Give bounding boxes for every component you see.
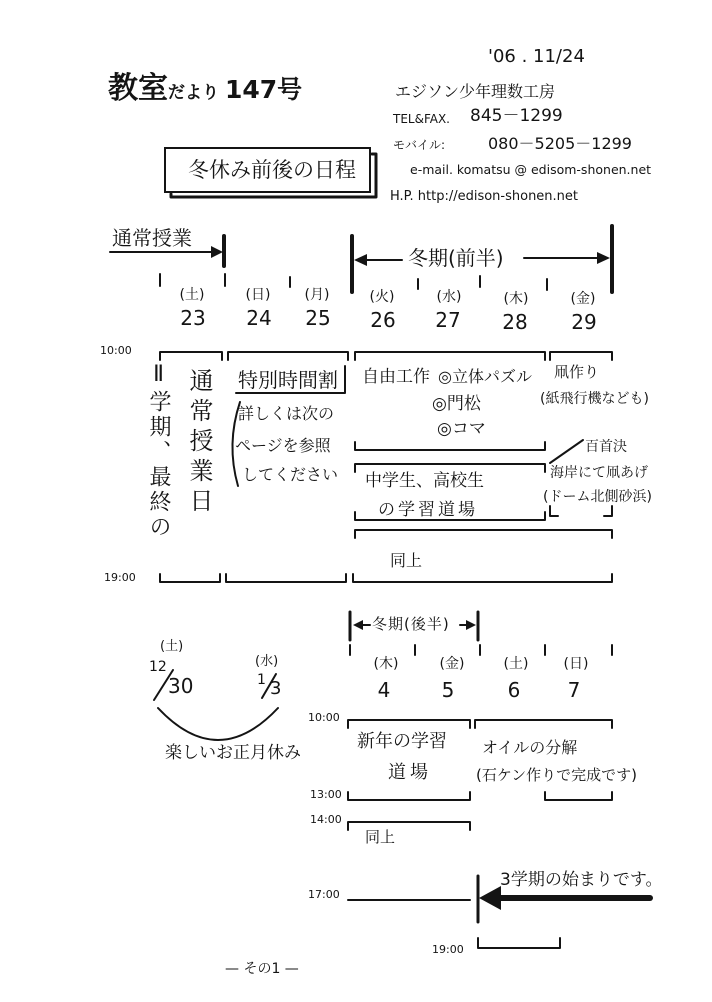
date-label: 7 [567,678,581,702]
issue-date: '06 . 11/24 [488,46,585,67]
last-regular-day-line2: 通常授業日 [185,368,213,518]
special-timetable-note-line: してください [242,465,339,484]
weekday-label: (水) [436,289,462,305]
date-label: 25 [305,306,331,330]
regular-class-label: 通常授業 [112,226,192,250]
winter-first-arrow-right-head [597,252,610,264]
time-label-start: 10:00 [308,711,340,724]
holiday-label: 楽しいお正月休み [165,743,301,763]
time-label-end: 19:00 [104,571,136,584]
kite-flying-line1: 海岸にて凧あげ [550,465,648,481]
days4-5-top-bracket [348,720,470,728]
weekday-label: (日) [245,287,271,303]
days4-5-morning-bottom-bracket [348,792,470,800]
weekday-label: (金) [439,656,465,672]
day26-29-bottom-bracket [353,574,612,582]
weekday-label: (木) [373,656,399,672]
day24-25-top-bracket [228,352,348,360]
free-craft-item: ◎コマ [437,419,486,439]
day26-28-top-bracket [355,352,545,360]
winter-second-label: 冬期(後半) [372,615,450,633]
page-number: — その1 — [225,961,299,977]
winter-first-label: 冬期(前半) [408,246,504,270]
homepage-url: H.P. http://edison-shonen.net [390,189,579,204]
holiday-end-day: 3 [270,678,282,699]
day6-evening-bracket [478,938,560,948]
weekday-label: (日) [563,656,589,672]
winter-second-arrow-right-head [466,620,476,630]
kite-flying-bracket-right [604,506,612,516]
date-label: 5 [441,678,455,702]
organization-name: エジソン少年理数工房 [395,82,556,101]
last-regular-day-line1: Ⅱ学期、最終の [146,362,171,540]
newsletter-title [108,71,303,106]
time-label-afternoon-end: 17:00 [308,888,340,901]
day24-25-bottom-bracket [226,574,346,582]
weekday-label: (土) [503,656,529,672]
evening-same-as-above: 同上 [390,551,423,570]
day29-top-bracket [550,352,612,360]
new-year-dojo-line2: 道場 [388,762,432,783]
holiday-end-weekday: (水) [255,654,279,669]
day23-top-bracket [160,352,222,360]
date-label: 26 [370,308,396,332]
days6-7-top-bracket [475,720,612,728]
date-label: 6 [507,678,521,702]
study-dojo-line2: の学習道場 [378,500,478,520]
time-label-morning-end: 13:00 [310,788,342,801]
weekday-label: (月) [304,287,330,303]
kite-flying-line2: (ドーム北側砂浜) [543,489,652,505]
kite-divider-slash [550,440,583,463]
holiday-start-weekday: (土) [160,639,184,654]
winter-second-arrow-left-head [353,620,363,630]
date-label: 28 [502,310,528,334]
weekday-label: (金) [570,291,596,307]
regular-class-arrow-head [211,246,223,258]
oil-workshop-line2: (石ケン作りで完成です) [476,766,637,784]
date-label: 23 [180,306,206,330]
holiday-start-month: 12 [149,659,167,675]
kite-flying-bracket-left [550,506,558,516]
mobile-number: 080－5205－1299 [488,134,632,153]
third-term-arrow-head [479,886,501,910]
special-timetable-note-line: ページを参照 [235,436,331,455]
days6-7-bottom-bracket [545,792,612,800]
study-dojo-line1: 中学生、高校生 [365,471,484,491]
day23-bottom-bracket [160,574,220,582]
afternoon-same-as-above: 同上 [365,828,396,846]
oil-workshop-line1: オイルの分解 [482,738,578,757]
special-timetable-title: 特別時間割 [238,368,338,392]
tel-fax-number: 845－1299 [470,106,563,126]
free-craft-title: 自由工作 [362,367,430,387]
schedule-heading: 冬休み前後の日程 [188,158,356,182]
weekday-label: (木) [503,291,529,307]
date-label: 24 [246,306,272,330]
issue-number: 147号 [225,75,303,104]
email-address: e-mail. komatsu @ edisom-shonen.net [410,162,652,177]
time-label-afternoon-start: 14:00 [310,813,342,826]
kite-making-note: (紙飛行機なども) [540,391,649,407]
kite-making-title: 凧作り [554,363,600,381]
free-craft-item: ◎立体パズル [438,367,532,386]
free-craft-item: ◎門松 [432,394,481,414]
mobile-label: モバイル: [393,138,446,152]
special-timetable-note-line: 詳しくは次の [238,404,335,423]
time-label-start: 10:00 [100,344,132,357]
title-main: 教室 [108,71,168,106]
weekday-label: (土) [179,287,205,303]
third-term-start-note: 3学期の始まりです。 [500,870,663,890]
evening-top-bracket [355,530,612,538]
weekday-label: (火) [369,289,395,305]
tel-fax-label: TEL&FAX. [393,112,450,126]
title-sub: だより [168,83,219,103]
date-label: 29 [571,310,597,334]
kite-flying-tag: 百首決 [585,439,627,455]
time-label-end: 19:00 [432,943,464,956]
holiday-start-day: 30 [168,674,194,698]
new-year-dojo-line1: 新年の学習 [357,731,447,752]
free-craft-bottom-bracket [355,442,545,450]
holiday-span-arc [158,708,278,740]
winter-first-arrow-left-head [354,254,367,266]
holiday-end-month: 1 [257,672,266,688]
date-label: 27 [435,308,461,332]
date-label: 4 [377,678,391,702]
